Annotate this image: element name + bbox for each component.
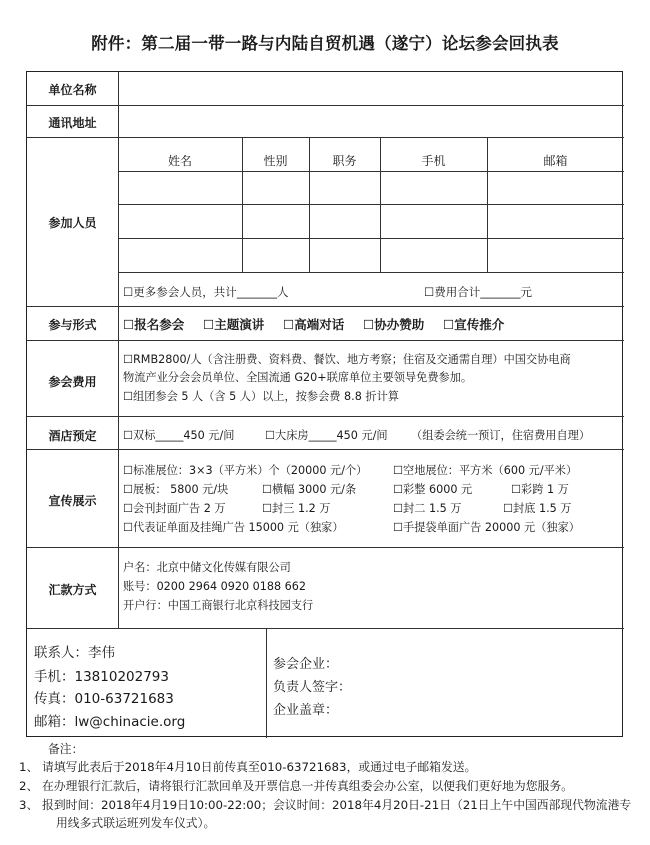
promo-back-cover[interactable]: ☐封底 1.5 万	[503, 502, 572, 515]
contact-mobile: 手机：13810202793	[34, 669, 169, 685]
row-divider	[27, 306, 624, 307]
promo-booth-open[interactable]: ☐空地展位：平方米（600 元/平米）	[393, 464, 578, 477]
promo-cover2[interactable]: ☐封二 1.5 万	[393, 502, 462, 515]
row-divider	[27, 547, 624, 548]
header-name: 姓名	[167, 154, 192, 168]
format-promotion[interactable]: ☐宣传推介	[443, 317, 505, 332]
promo-board[interactable]: ☐展板： 5800 元/块	[123, 483, 229, 496]
contact-email: 邮箱：lw@chinacie.org	[34, 714, 186, 730]
address-field[interactable]	[119, 106, 623, 136]
registration-form	[26, 71, 623, 737]
format-sponsor[interactable]: ☐协办赞助	[363, 317, 425, 332]
promo-booth-standard[interactable]: ☐标准展位：3×3（平方米）个（20000 元/个）	[123, 464, 368, 477]
company-field[interactable]: 参会企业：	[273, 657, 339, 672]
promo-badge[interactable]: ☐代表证单面及挂绳广告 15000 元（独家）	[123, 521, 344, 534]
payment-bank: 开户行：中国工商银行北京科技园支行	[123, 599, 314, 612]
contact-fax: 传真：010-63721683	[34, 691, 174, 707]
grid-line	[118, 171, 624, 172]
row-divider	[27, 137, 624, 138]
label-hotel: 酒店预定	[48, 429, 97, 443]
grid-line	[118, 238, 624, 239]
fee-note: 物流产业分会会员单位、全国流通 G20+联席单位主要领导免费参加。	[123, 371, 473, 384]
header-title: 职务	[332, 154, 357, 168]
row-divider	[27, 416, 624, 417]
header-gender: 性别	[263, 154, 288, 168]
seal-field[interactable]: 企业盖章：	[273, 703, 339, 718]
hotel-king-checkbox[interactable]: ☐大床房_____450 元/间	[265, 429, 388, 442]
fee-group-checkbox[interactable]: ☐组团参会 5 人（含 5 人）以上，按参会费 8.8 折计算	[123, 390, 399, 403]
format-dialogue[interactable]: ☐高端对话	[283, 317, 345, 332]
promo-banner[interactable]: ☐横幅 3000 元/条	[262, 483, 357, 496]
label-unit-name: 单位名称	[48, 83, 97, 97]
promo-cover3[interactable]: ☐封三 1.2 万	[262, 502, 331, 515]
row-divider	[27, 628, 624, 629]
contact-person: 联系人：李伟	[34, 645, 115, 661]
unit-name-field[interactable]	[119, 73, 623, 104]
row-divider	[27, 340, 624, 341]
more-participants-checkbox[interactable]: ☐更多参会人员，共计_______人	[123, 285, 289, 299]
note-item: 用线多式联运班列发车仪式）。	[56, 816, 216, 830]
signature-field[interactable]: 负责人签字：	[273, 680, 352, 695]
header-mobile: 手机	[421, 154, 446, 168]
hotel-standard-checkbox[interactable]: ☐双标_____450 元/间	[123, 429, 235, 442]
format-keynote[interactable]: ☐主题演讲	[203, 317, 265, 332]
grid-line	[118, 204, 624, 205]
payment-account-name: 户名：北京中储文化传媒有限公司	[123, 561, 291, 574]
fee-standard-checkbox[interactable]: ☐RMB2800/人（含注册费、资料费、餐饮、地方考察；住宿及交通需自理）中国交协电商	[123, 353, 571, 366]
promo-rainbow[interactable]: ☐彩跨 1 万	[511, 483, 569, 496]
fee-total-checkbox[interactable]: ☐费用合计_______元	[424, 285, 533, 299]
note-item: 3、 报到时间：2018年4月19日10:00-22:00；会议时间：2018年4月20日-21日（21日上午中国西部现代物流港专	[19, 798, 632, 812]
promo-bag[interactable]: ☐手提袋单面广告 20000 元（独家）	[393, 521, 580, 534]
note-item: 2、 在办理银行汇款后，请将银行汇款回单及开票信息一并传真组委会办公室，以便我们更好地为您服务。	[19, 779, 573, 793]
grid-line	[118, 272, 624, 273]
row-divider	[27, 449, 624, 450]
header-email: 邮箱	[543, 154, 568, 168]
format-register[interactable]: ☐报名参会	[123, 317, 185, 332]
promo-arch[interactable]: ☐彩整 6000 元	[393, 483, 473, 496]
hotel-note: （组委会统一预订，住宿费用自理）	[411, 429, 591, 442]
label-format: 参与形式	[48, 318, 97, 332]
label-participants: 参加人员	[48, 216, 97, 230]
page-title: 附件：第二届一带一路与内陆自贸机遇（遂宁）论坛参会回执表	[91, 34, 559, 53]
notes-heading: 备注：	[48, 742, 84, 756]
label-address: 通讯地址	[48, 116, 97, 130]
promo-cover[interactable]: ☐会刊封面广告 2 万	[123, 502, 226, 515]
label-payment: 汇款方式	[48, 583, 97, 597]
contact-divider	[266, 628, 267, 738]
note-item: 1、 请填写此表后于2018年4月10日前传真至010-63721683，或通过电子邮箱发送。	[19, 760, 477, 774]
label-fee: 参会费用	[48, 375, 97, 389]
label-promo: 宣传展示	[48, 494, 97, 508]
payment-account-number: 账号：0200 2964 0920 0188 662	[123, 580, 307, 593]
